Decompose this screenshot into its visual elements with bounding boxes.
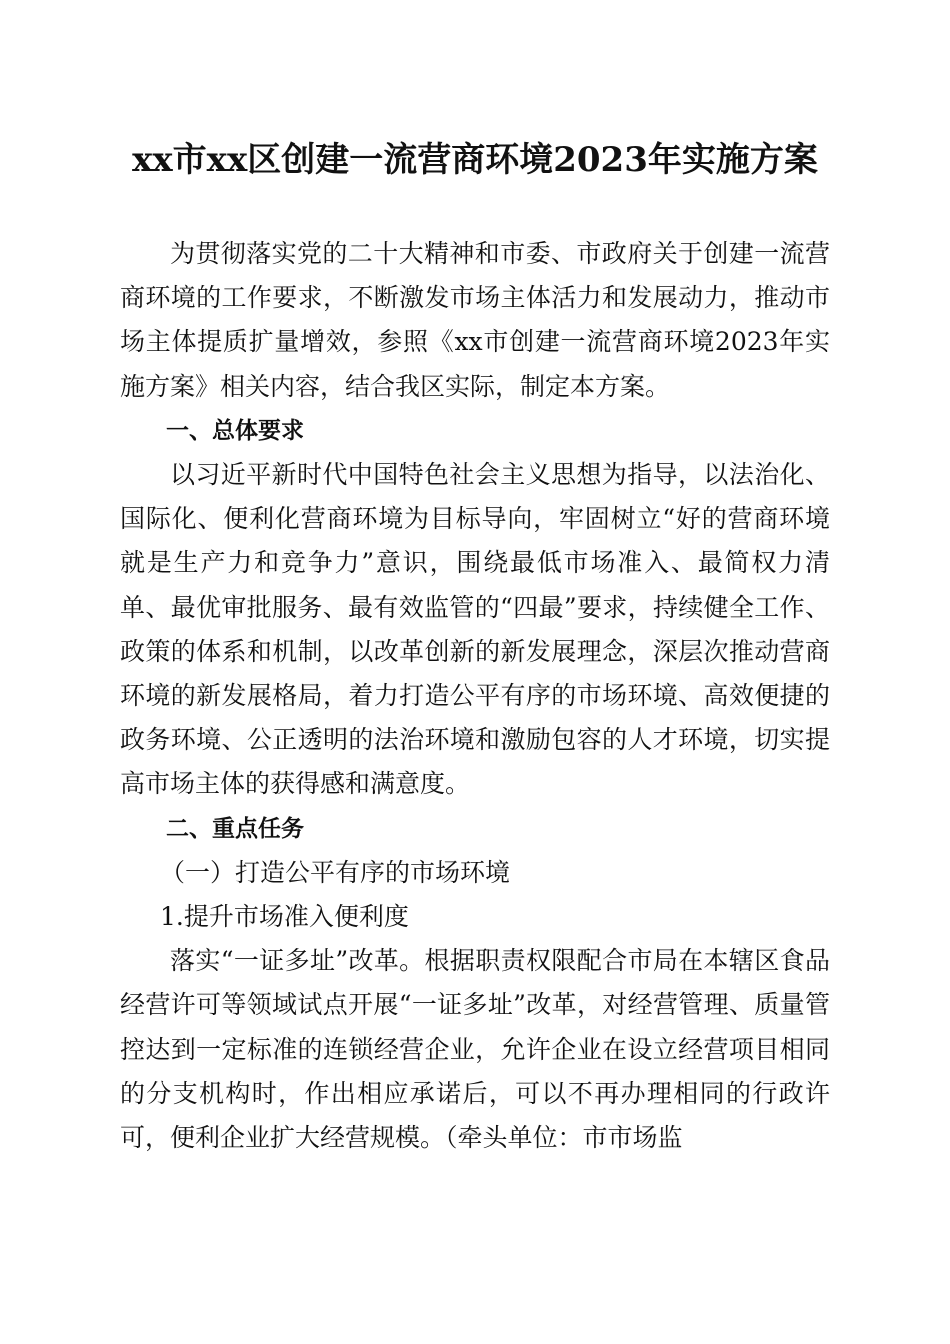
intro-paragraph: 为贯彻落实党的二十大精神和市委、市政府关于创建一流营商环境的工作要求，不断激发市场主体活力和发展动力，推动市场主体提质扩量增效，参照《xx市创建一流营商环境2023年实施方案》相关内容，结合我区实际，制定本方案。 [120,239,830,401]
section-heading-key-tasks: 二、重点任务 [166,815,304,842]
item-heading-market-access: 1.提升市场准入便利度 [160,902,409,932]
section-heading-general-requirements: 一、总体要求 [166,417,304,444]
market-access-paragraph: 落实“一证多址”改革。根据职责权限配合市局在本辖区食品经营许可等领域试点开展“一证多址”改革，对经营管理、质量管控达到一定标准的连锁经营企业，允许企业在设立经营项目相同的分支机构时，作出相应承诺后，可以不再办理相同的行政许可，便利企业扩大经营规模。（牵头单位：市市场监 [120,946,830,1153]
general-requirements-paragraph: 以习近平新时代中国特色社会主义思想为指导，以法治化、国际化、便利化营商环境为目标导向，牢固树立“好的营商环境就是生产力和竞争力”意识，围绕最低市场准入、最简权力清单、最优审批服务、最有效监管的“四最”要求，持续健全工作、政策的体系和机制，以改革创新的新发展理念，深层次推动营商环境的新发展格局，着力打造公平有序的市场环境、高效便捷的政务环境、公正透明的法治环境和激励包容的人才环境，切实提高市场主体的获得感和满意度。 [120,460,830,799]
document-body [120,232,830,1160]
document-title: xx市xx区创建一流营商环境2023年实施方案 [132,140,818,180]
subsection-heading-market-environment: （一）打造公平有序的市场环境 [160,857,511,887]
